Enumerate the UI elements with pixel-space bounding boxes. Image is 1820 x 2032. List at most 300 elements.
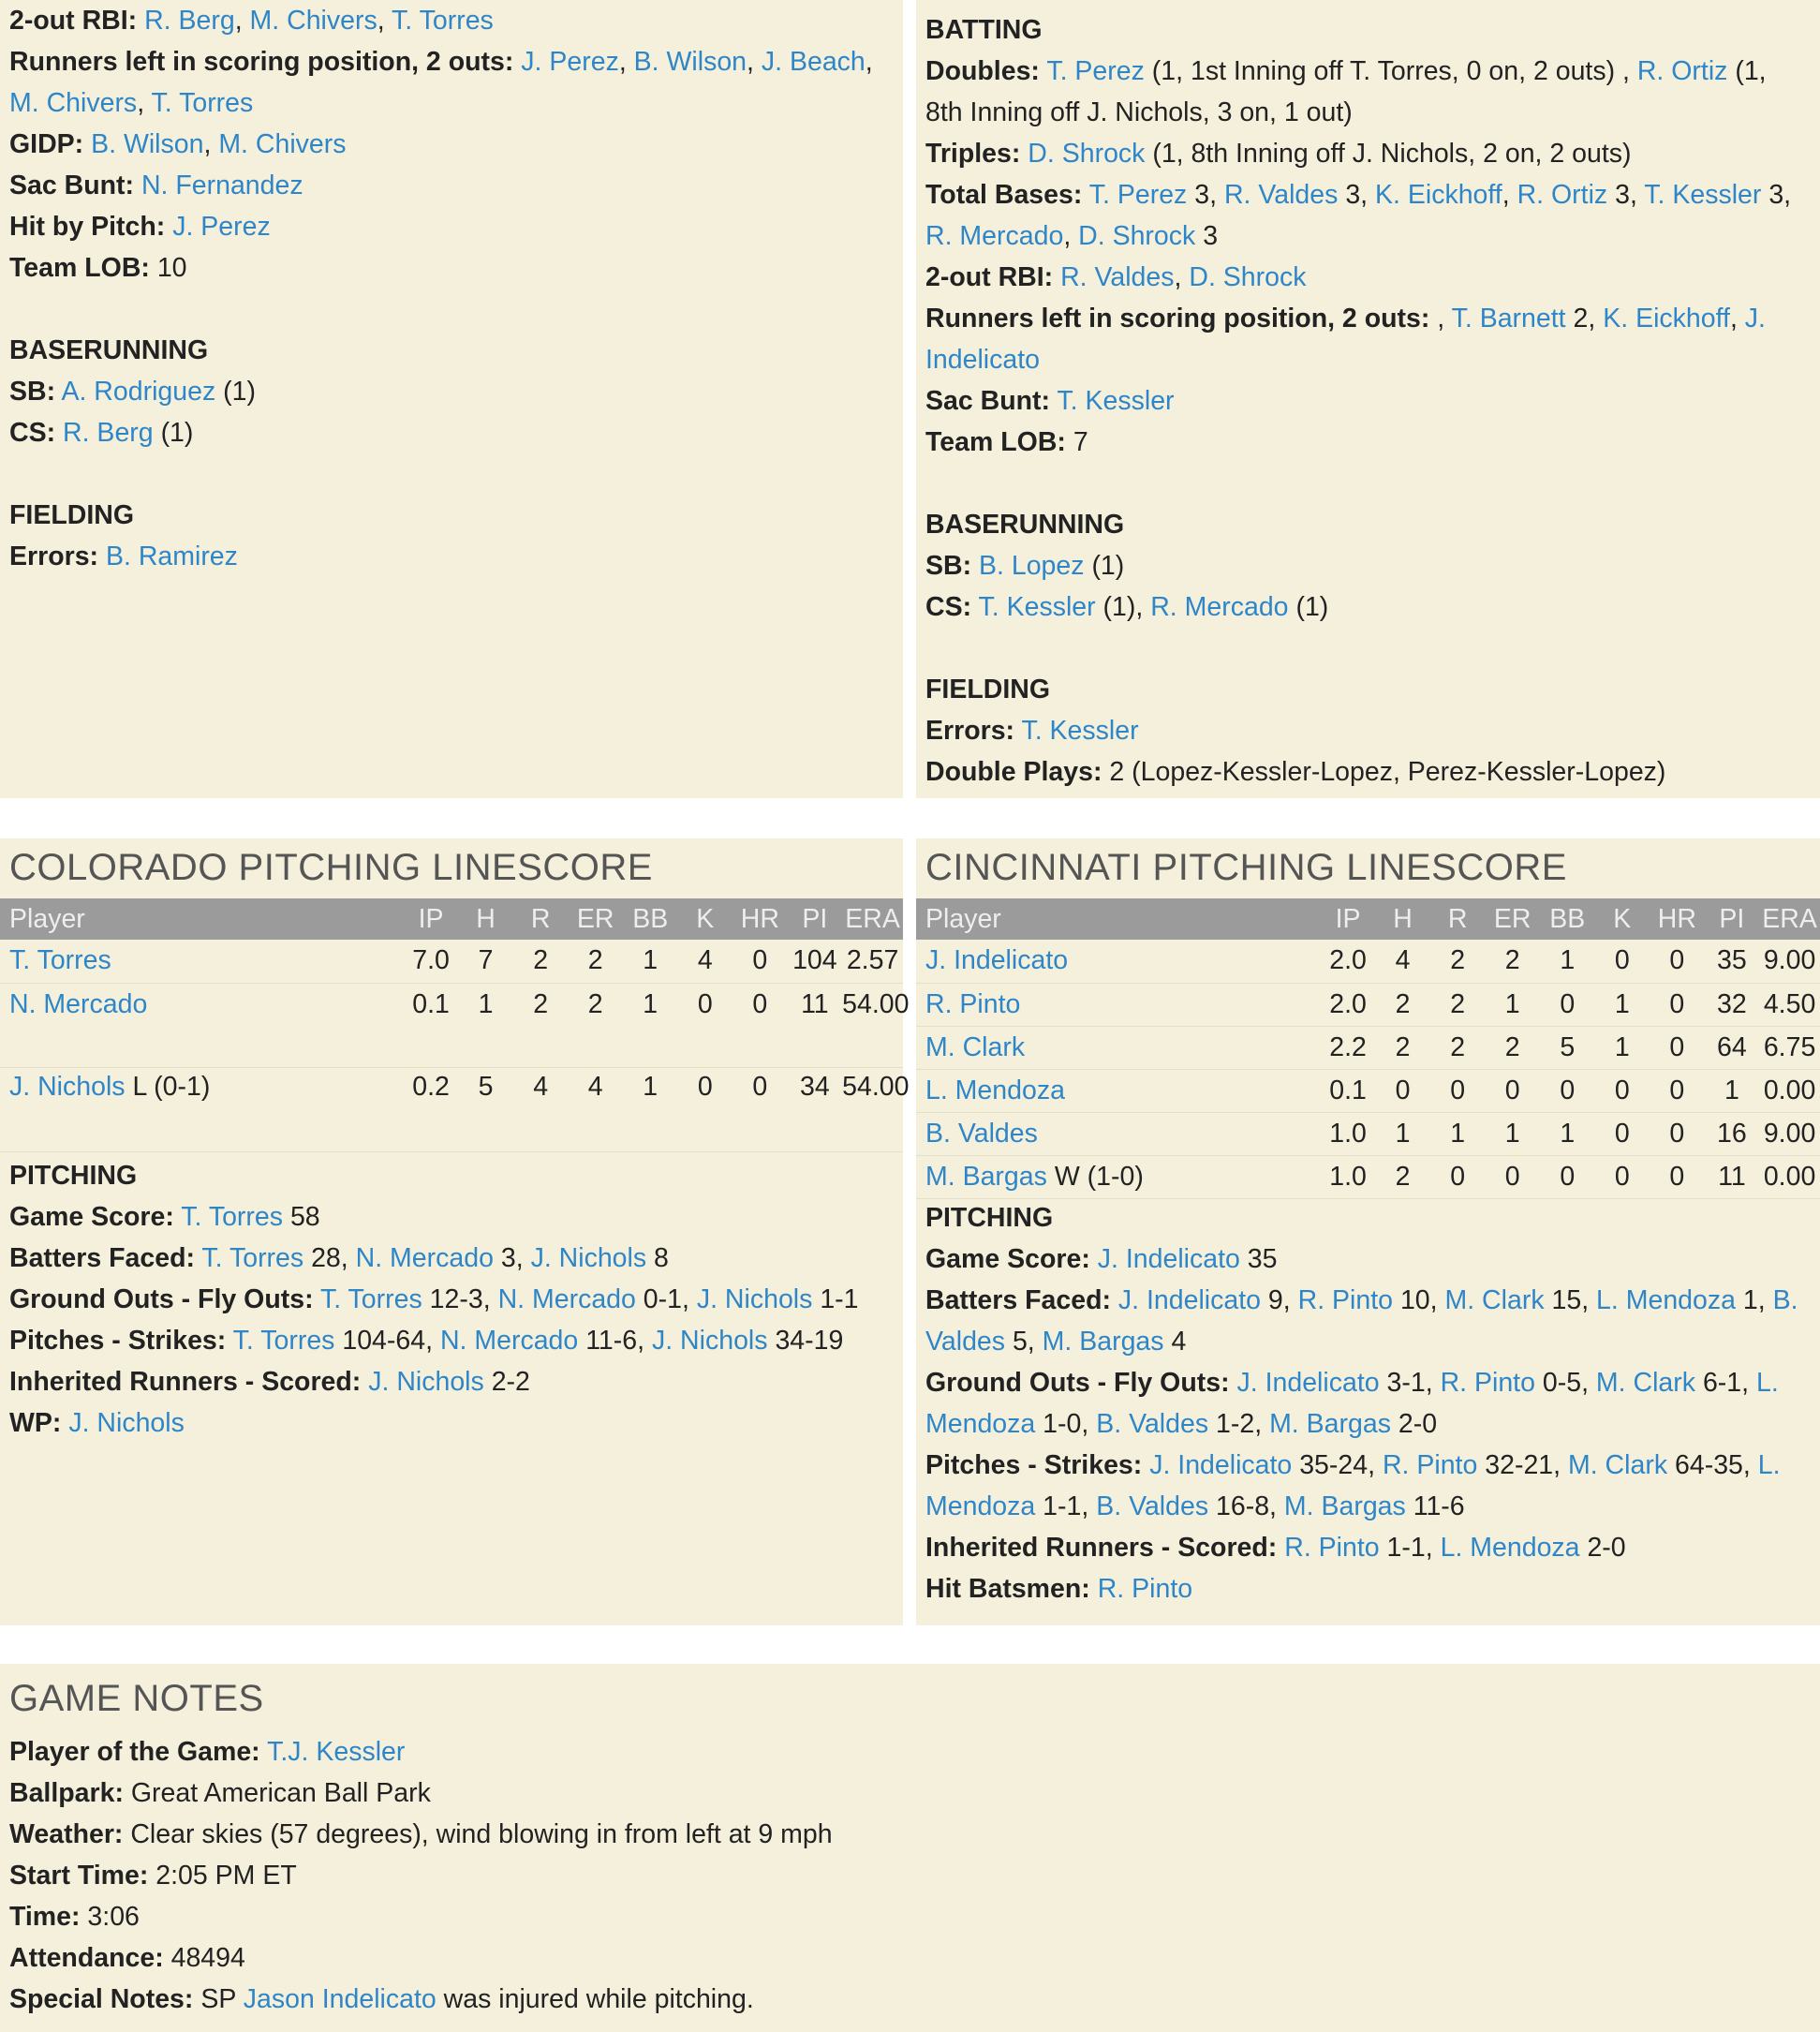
player-link[interactable]: J. Perez xyxy=(172,212,271,242)
stat-cell: 1 xyxy=(623,1067,678,1151)
game-notes-list xyxy=(9,1731,1813,2020)
player-link[interactable]: A. Rodriguez xyxy=(61,377,216,407)
player-link[interactable]: J. Nichols xyxy=(368,1367,484,1397)
stat-value: 32-21, xyxy=(1485,1450,1561,1480)
player-link[interactable]: T. Kessler xyxy=(1057,386,1175,416)
stat-cell: 0 xyxy=(1650,1112,1705,1155)
stat-cell: 2 xyxy=(513,940,569,983)
stat-cell: 11 xyxy=(788,983,843,1067)
player-link[interactable]: R. Pinto xyxy=(1097,1574,1193,1604)
stat-cell: 0 xyxy=(1650,1069,1705,1112)
section-header: FIELDING xyxy=(9,500,134,530)
stat-label: GIDP: xyxy=(9,129,84,159)
player-link[interactable]: J. Indelicato xyxy=(1236,1368,1380,1398)
stat-cell: 6.75 xyxy=(1759,1026,1820,1069)
stat-value: 2:05 PM ET xyxy=(155,1861,297,1891)
player-link[interactable]: T.J. Kessler xyxy=(267,1737,406,1767)
player-link[interactable]: M. Clark xyxy=(1567,1450,1668,1480)
player-link[interactable]: N. Fernandez xyxy=(141,171,303,200)
stat-label: Inherited Runners - Scored: xyxy=(9,1367,362,1397)
stat-label: Hit by Pitch: xyxy=(9,212,166,242)
stat-cell: 11 xyxy=(1705,1155,1760,1198)
stat-cell: 2 xyxy=(1485,1026,1540,1069)
player-link[interactable]: D. Shrock xyxy=(1189,262,1307,292)
stat-cell: 7 xyxy=(458,940,513,983)
column-header: Player xyxy=(916,898,1321,940)
stat-cell: 0.00 xyxy=(1759,1155,1820,1198)
table-row xyxy=(916,1155,1820,1198)
stat-cell: 1 xyxy=(1430,1112,1486,1155)
player-link[interactable]: N. Mercado xyxy=(9,988,148,1019)
player-link[interactable]: B. Valdes xyxy=(925,1118,1038,1149)
stat-label: Attendance: xyxy=(9,1943,164,1973)
player-link[interactable]: T. Torres xyxy=(151,88,254,118)
stat-label: WP: xyxy=(9,1408,62,1438)
player-link[interactable]: Valdes xyxy=(925,1327,1006,1357)
stat-cell: 0.2 xyxy=(404,1067,459,1151)
player-link[interactable]: T. Kessler xyxy=(1021,716,1139,746)
column-header: H xyxy=(458,898,513,940)
player-link[interactable]: J. xyxy=(1744,304,1766,334)
stat-cell: 7.0 xyxy=(404,940,459,983)
stat-cell: 0 xyxy=(1540,1155,1595,1198)
stat-detail: 8th Inning off J. Nichols, 3 on, 1 out) xyxy=(925,97,1353,127)
stat-label: CS: xyxy=(925,592,972,622)
stat-value: 2 xyxy=(1573,304,1589,334)
player-link[interactable]: Indelicato xyxy=(925,345,1041,375)
player-link[interactable]: T. Kessler xyxy=(978,592,1096,622)
stat-value: 3 xyxy=(500,1243,516,1273)
stat-value: SP xyxy=(200,1984,236,2014)
column-header: ERA xyxy=(842,898,903,940)
player-link[interactable]: B. Wilson xyxy=(633,47,747,77)
stat-value: (1), xyxy=(1102,592,1144,622)
table-row xyxy=(916,1112,1820,1155)
stat-cell: 0 xyxy=(1650,983,1705,1026)
stat-value: (1) xyxy=(1091,551,1125,581)
player-link[interactable]: M. Bargas xyxy=(925,1161,1047,1192)
player-link[interactable]: R. Pinto xyxy=(925,988,1021,1019)
stat-value: 9, xyxy=(1267,1285,1291,1315)
stat-label: SB: xyxy=(925,551,972,581)
player-link[interactable]: R. Ortiz xyxy=(1636,56,1728,86)
stat-cell: 0 xyxy=(1430,1069,1486,1112)
cincinnati-batting-stats: BATTING Doubles: T. Perez (1, 1st Inning off T. Torres, 0 on, 2 outs) , R. Ortiz (1, 8th Inning off J. Nichols, 3 on, 1 out) Triples: D. Shrock (1, 8th Inning off J. Nichols, 2 on, 2 outs) Total Bases: T. Perez 3, R. Valdes 3, K. Eickhoff, R. Ortiz 3, T. Kessler 3, R. Mercado, D. Shrock 3 2-out RBI: R. Valdes, D. Shrock Runners left in scoring position, 2 outs: , T. Barnett 2, K. Eickhoff, J. Indelicato Sac Bunt: T. Kessler Team LOB: 7 BASERUNNING SB: B. Lopez (1) CS: T. Kessler (1), R. Mercado (1) FIELDING Errors: T. Kessler Double Plays: 2 (Lopez-Kessler-Lopez, Perez-Kessler-Lopez) xyxy=(925,9,1813,793)
cincinnati-batting-panel xyxy=(916,0,1820,798)
stat-cell: 2 xyxy=(1485,940,1540,983)
section-header: BASERUNNING xyxy=(9,335,209,365)
stat-cell: 2 xyxy=(1430,940,1486,983)
player-link[interactable]: R. Mercado xyxy=(1150,592,1289,622)
stat-label: Total Bases: xyxy=(925,180,1083,210)
colorado-pitching-panel xyxy=(0,838,910,1625)
stat-value: 48494 xyxy=(170,1943,245,1973)
player-link[interactable]: R. Valdes xyxy=(1223,180,1339,210)
column-header: IP xyxy=(404,898,459,940)
stat-cell: 0 xyxy=(732,940,788,983)
column-header: ER xyxy=(568,898,623,940)
player-link[interactable]: B. Lopez xyxy=(979,551,1085,581)
stat-value: 0-1 xyxy=(643,1284,682,1314)
table-row xyxy=(916,1026,1820,1069)
player-link[interactable]: N. Mercado xyxy=(355,1243,494,1273)
stat-label: Double Plays: xyxy=(925,757,1102,787)
stat-cell: 2 xyxy=(568,983,623,1067)
game-notes-panel xyxy=(0,1664,1820,2032)
stat-value: 34-19 xyxy=(775,1326,844,1356)
stat-cell: 4 xyxy=(513,1067,569,1151)
stat-label: Ballpark: xyxy=(9,1778,124,1808)
stat-cell: 1 xyxy=(1540,940,1595,983)
stat-cell: 1 xyxy=(458,983,513,1067)
stat-detail: (1, 1st Inning off T. Torres, 0 on, 2 outs) , xyxy=(1151,56,1630,86)
player-link[interactable]: N. Mercado xyxy=(439,1326,579,1356)
stat-cell: 54.00 xyxy=(842,983,903,1067)
stat-value: 7 xyxy=(1073,427,1088,457)
stat-cell: 1.0 xyxy=(1321,1112,1376,1155)
stat-cell: 34 xyxy=(788,1067,843,1151)
stat-value: 3-1, xyxy=(1386,1368,1433,1398)
stat-cell: 0 xyxy=(1375,1069,1430,1112)
column-header: R xyxy=(1430,898,1486,940)
stat-cell: 54.00 xyxy=(842,1067,903,1151)
player-link[interactable]: R. Ortiz xyxy=(1517,180,1608,210)
stat-value: 11-6 xyxy=(1413,1491,1465,1521)
stat-label: Errors: xyxy=(9,541,99,571)
stat-label: Ground Outs - Fly Outs: xyxy=(925,1368,1230,1398)
player-link[interactable]: J. Beach xyxy=(761,47,866,77)
table-row xyxy=(916,1069,1820,1112)
stat-label: Team LOB: xyxy=(9,253,150,283)
stat-value: 15, xyxy=(1551,1285,1590,1315)
stat-detail: (1, xyxy=(1735,56,1767,86)
panel-title: COLORADO PITCHING LINESCORE xyxy=(9,847,653,888)
player-link[interactable]: D. Shrock xyxy=(1078,221,1196,251)
player-link[interactable]: N. Mercado xyxy=(497,1284,636,1314)
stat-cell: 2 xyxy=(1375,983,1430,1026)
player-link[interactable]: M. Clark xyxy=(1595,1368,1696,1398)
player-link[interactable]: J. Indelicato xyxy=(1149,1450,1293,1480)
column-header: BB xyxy=(1540,898,1595,940)
stat-cell: 0 xyxy=(1485,1155,1540,1198)
player-link[interactable]: T. Torres xyxy=(201,1243,304,1273)
player-link[interactable]: M. Clark xyxy=(925,1031,1026,1062)
player-link[interactable]: J. Perez xyxy=(521,47,619,77)
stat-cell: 64 xyxy=(1705,1026,1760,1069)
stat-label: Errors: xyxy=(925,716,1015,746)
stat-value: 1-1, xyxy=(1386,1533,1433,1563)
player-link[interactable]: K. Eickhoff xyxy=(1375,180,1502,210)
stat-label: Inherited Runners - Scored: xyxy=(925,1533,1278,1563)
column-header: HR xyxy=(732,898,788,940)
stat-cell: 0 xyxy=(1650,1155,1705,1198)
column-header: Player xyxy=(0,898,404,940)
stat-cell: 0 xyxy=(678,1067,733,1151)
player-link[interactable]: R. Pinto xyxy=(1440,1368,1535,1398)
stat-cell: 0 xyxy=(1595,1155,1650,1198)
column-header: R xyxy=(513,898,569,940)
player-link[interactable]: M. Bargas xyxy=(1269,1409,1391,1439)
stat-label: Player of the Game: xyxy=(9,1737,260,1767)
player-link[interactable]: J. Nichols xyxy=(530,1243,647,1273)
stat-cell: 2 xyxy=(513,983,569,1067)
stat-value: 3 xyxy=(1194,180,1210,210)
player-link[interactable]: T. Perez xyxy=(1046,56,1145,86)
stat-cell: 0.00 xyxy=(1759,1069,1820,1112)
stat-value: 1-1, xyxy=(1043,1491,1089,1521)
player-link[interactable]: T. Barnett xyxy=(1451,304,1566,334)
stat-cell: 1.0 xyxy=(1321,1155,1376,1198)
table-row xyxy=(0,983,903,1067)
player-link[interactable]: J. Nichols xyxy=(696,1284,813,1314)
player-link[interactable]: J. Nichols xyxy=(9,1071,126,1102)
stat-label: Team LOB: xyxy=(925,427,1066,457)
stat-cell: 0 xyxy=(1540,1069,1595,1112)
player-link[interactable]: T. Torres xyxy=(9,945,111,976)
stat-value: 2 (Lopez-Kessler-Lopez, Perez-Kessler-Lopez) xyxy=(1109,757,1666,787)
stat-value: was injured while pitching. xyxy=(443,1984,754,2014)
stat-label: Sac Bunt: xyxy=(925,386,1051,416)
stat-value: 1-2, xyxy=(1216,1409,1263,1439)
section-header: BASERUNNING xyxy=(925,510,1125,540)
stat-cell: 4 xyxy=(678,940,733,983)
stat-label: Pitches - Strikes: xyxy=(925,1450,1143,1480)
stat-cell: 0 xyxy=(1485,1069,1540,1112)
player-link[interactable]: M. Bargas xyxy=(1042,1327,1164,1357)
column-header: K xyxy=(1595,898,1650,940)
stat-value: 35-24, xyxy=(1299,1450,1376,1480)
stat-value: 0-5, xyxy=(1542,1368,1589,1398)
column-header: ER xyxy=(1485,898,1540,940)
player-link[interactable]: R. Berg xyxy=(63,418,154,448)
player-link[interactable]: M. Bargas xyxy=(1283,1491,1406,1521)
stat-label: Pitches - Strikes: xyxy=(9,1326,227,1356)
stat-value: (1) xyxy=(1295,592,1329,622)
stat-cell: 0 xyxy=(1595,1112,1650,1155)
stat-value: (1) xyxy=(160,418,194,448)
stat-cell: 1 xyxy=(1485,983,1540,1026)
stat-value: 16-8, xyxy=(1216,1491,1277,1521)
stat-cell: 2 xyxy=(1375,1026,1430,1069)
stat-cell: 5 xyxy=(458,1067,513,1151)
player-link[interactable]: L. xyxy=(1755,1368,1779,1398)
colorado-pitching-table xyxy=(0,898,910,1152)
player-link[interactable]: R. Pinto xyxy=(1382,1450,1478,1480)
colorado-batting-panel xyxy=(0,0,903,798)
player-link[interactable]: Mendoza xyxy=(925,1409,1036,1439)
stat-cell: 0 xyxy=(1650,940,1705,983)
stat-cell: 0 xyxy=(1595,940,1650,983)
column-header: H xyxy=(1375,898,1430,940)
player-link[interactable]: B. Valdes xyxy=(1096,1491,1209,1521)
stat-value: 3 xyxy=(1615,180,1630,210)
stat-value: 58 xyxy=(289,1202,320,1232)
stat-label: Doubles: xyxy=(925,56,1040,86)
player-link[interactable]: B. Wilson xyxy=(91,129,204,159)
stat-label: 2-out RBI: xyxy=(9,6,138,36)
stat-cell: 16 xyxy=(1705,1112,1760,1155)
stat-cell: 0 xyxy=(1595,1069,1650,1112)
column-header: PI xyxy=(788,898,843,940)
player-link[interactable]: T. Perez xyxy=(1088,180,1188,210)
stat-cell: 0 xyxy=(1650,1026,1705,1069)
player-link[interactable]: K. Eickhoff xyxy=(1603,304,1730,334)
stat-value: Clear skies (57 degrees), wind blowing in from left at 9 mph xyxy=(130,1819,833,1849)
player-link[interactable]: M. Clark xyxy=(1444,1285,1545,1315)
stat-cell: 35 xyxy=(1705,940,1760,983)
player-link[interactable]: R. Berg xyxy=(144,6,235,36)
stat-cell: 9.00 xyxy=(1759,1112,1820,1155)
stat-cell: 4 xyxy=(1375,940,1430,983)
stat-detail: , xyxy=(1437,304,1445,334)
decision-note: L (0-1) xyxy=(132,1071,211,1102)
player-link[interactable]: T. Torres xyxy=(232,1326,335,1356)
player-link[interactable]: T. Torres xyxy=(181,1202,284,1232)
stat-label: Ground Outs - Fly Outs: xyxy=(9,1284,314,1314)
stat-cell: 2 xyxy=(1430,1026,1486,1069)
stat-cell: 2.0 xyxy=(1321,940,1376,983)
cincinnati-pitching-panel xyxy=(916,838,1820,1625)
stat-label: Batters Faced: xyxy=(9,1243,195,1273)
player-link[interactable]: M. Chivers xyxy=(249,6,377,36)
stat-label: Sac Bunt: xyxy=(9,171,135,200)
section-header: PITCHING xyxy=(925,1203,1054,1233)
stat-value: 2-2 xyxy=(491,1367,530,1397)
player-link[interactable]: T. Torres xyxy=(319,1284,422,1314)
player-link[interactable]: L. xyxy=(1757,1450,1781,1480)
column-header: PI xyxy=(1705,898,1760,940)
player-link[interactable]: J. Indelicato xyxy=(1097,1244,1240,1274)
player-link[interactable]: Mendoza xyxy=(925,1491,1036,1521)
stat-label: 2-out RBI: xyxy=(925,262,1054,292)
stat-cell: 2 xyxy=(1375,1155,1430,1198)
player-link[interactable]: L. Mendoza xyxy=(925,1075,1065,1105)
stat-cell: 1 xyxy=(1705,1069,1760,1112)
stat-cell: 2.2 xyxy=(1321,1026,1376,1069)
table-row xyxy=(916,983,1820,1026)
stat-label: CS: xyxy=(9,418,56,448)
stat-value: Great American Ball Park xyxy=(130,1778,431,1808)
decision-note: W (1-0) xyxy=(1054,1161,1144,1192)
stat-label: Weather: xyxy=(9,1819,124,1849)
stat-cell: 1 xyxy=(623,940,678,983)
player-link[interactable]: R. Pinto xyxy=(1297,1285,1394,1315)
player-link[interactable]: J. Nichols xyxy=(68,1408,185,1438)
player-link[interactable]: B. Ramirez xyxy=(105,541,238,571)
stat-value: 12-3 xyxy=(429,1284,483,1314)
stat-value: 1, xyxy=(1742,1285,1766,1315)
stat-label: Hit Batsmen: xyxy=(925,1574,1090,1604)
stat-value: 64-35, xyxy=(1675,1450,1751,1480)
stat-value: 28 xyxy=(311,1243,341,1273)
stat-cell: 1 xyxy=(1540,1112,1595,1155)
stat-label: Batters Faced: xyxy=(925,1285,1111,1315)
player-link[interactable]: R. Valdes xyxy=(1060,262,1175,292)
stat-value: 2-0 xyxy=(1398,1409,1438,1439)
stat-label: Runners left in scoring position, 2 outs: xyxy=(9,47,514,77)
stat-value: 1-0, xyxy=(1043,1409,1089,1439)
player-link[interactable]: J. Indelicato xyxy=(1117,1285,1261,1315)
table-header-row xyxy=(916,898,1820,940)
stat-cell: 104 xyxy=(788,940,843,983)
stat-label: Runners left in scoring position, 2 outs: xyxy=(925,304,1430,334)
table-row xyxy=(916,940,1820,983)
player-link[interactable]: D. Shrock xyxy=(1028,139,1146,169)
stat-cell: 1 xyxy=(1595,1026,1650,1069)
player-link[interactable]: J. Indelicato xyxy=(925,945,1069,976)
stat-cell: 9.00 xyxy=(1759,940,1820,983)
player-link[interactable]: J. Nichols xyxy=(651,1326,768,1356)
player-link[interactable]: R. Pinto xyxy=(1284,1533,1380,1563)
player-link[interactable]: M. Chivers xyxy=(9,88,138,118)
stat-value: 5, xyxy=(1012,1327,1035,1357)
player-link[interactable]: L. Mendoza xyxy=(1596,1285,1736,1315)
stat-cell: 0 xyxy=(1430,1155,1486,1198)
stat-cell: 2 xyxy=(1430,983,1486,1026)
player-link[interactable]: B. Valdes xyxy=(1096,1409,1209,1439)
player-link[interactable]: T. Torres xyxy=(392,6,494,36)
column-header: ERA xyxy=(1759,898,1820,940)
colorado-batting-stats: 2-out RBI: R. Berg, M. Chivers, T. Torres Runners left in scoring position, 2 outs: J. Perez, B. Wilson, J. Beach, M. Chivers, T. Torres GIDP: B. Wilson, M. Chivers Sac Bunt: N. Fernandez Hit by Pitch: J. Perez Team LOB: 10 BASERUNNING SB: A. Rodriguez (1) CS: R. Berg (1) FIELDING Errors: B. Ramirez xyxy=(9,0,895,577)
stat-value: 3 xyxy=(1345,180,1361,210)
stat-value: 3:06 xyxy=(87,1902,140,1932)
stat-cell: 1 xyxy=(1375,1112,1430,1155)
stat-value: 8 xyxy=(654,1243,669,1273)
stat-label: SB: xyxy=(9,377,56,407)
stat-cell: 32 xyxy=(1705,983,1760,1026)
player-link[interactable]: R. Mercado xyxy=(925,221,1064,251)
column-header: BB xyxy=(623,898,678,940)
stat-cell: 1 xyxy=(1485,1112,1540,1155)
stat-value: 6-1, xyxy=(1702,1368,1750,1398)
stat-cell: 2.0 xyxy=(1321,983,1376,1026)
stat-value: 10 xyxy=(156,253,187,283)
player-link[interactable]: B. xyxy=(1772,1285,1798,1315)
section-header: PITCHING xyxy=(9,1161,138,1191)
cincinnati-pitching-stats xyxy=(925,1197,1813,1609)
stat-value: 2-0 xyxy=(1587,1533,1626,1563)
section-header: FIELDING xyxy=(925,675,1050,705)
stat-detail: (1, 8th Inning off J. Nichols, 2 on, 2 outs) xyxy=(1152,139,1632,169)
stat-value: 11-6 xyxy=(585,1326,638,1356)
stat-label: Start Time: xyxy=(9,1861,149,1891)
player-link[interactable]: T. Kessler xyxy=(1644,180,1762,210)
colorado-pitching-stats: PITCHING Game Score: T. Torres 58 Batters Faced: T. Torres 28, N. Mercado 3, J. Nichols 8 Ground Outs - Fly Outs: T. Torres 12-3, N. Mercado 0-1, J. Nichols 1-1 Pitches - Strikes: T. Torres 104-64, N. Mercado 11-6, J. Nichols 34-19 Inherited Runners - Scored: J. Nichols 2-2 WP: J. Nichols xyxy=(9,1155,895,1444)
stat-value: (1) xyxy=(223,377,256,407)
section-header: BATTING xyxy=(925,15,1043,45)
stat-value: 4 xyxy=(1171,1327,1187,1357)
panel-title: GAME NOTES xyxy=(9,1678,264,1719)
stat-cell: 0 xyxy=(678,983,733,1067)
player-link[interactable]: M. Chivers xyxy=(218,129,347,159)
panel-title: CINCINNATI PITCHING LINESCORE xyxy=(925,847,1567,888)
column-header: IP xyxy=(1321,898,1376,940)
player-link[interactable]: Jason Indelicato xyxy=(243,1984,437,2014)
stat-value: 104-64 xyxy=(342,1326,426,1356)
stat-cell: 4 xyxy=(568,1067,623,1151)
table-row xyxy=(0,1067,903,1151)
stat-label: Triples: xyxy=(925,139,1021,169)
player-link[interactable]: L. Mendoza xyxy=(1440,1533,1580,1563)
stat-cell: 2.57 xyxy=(842,940,903,983)
stat-cell: 1 xyxy=(1595,983,1650,1026)
stat-value: 35 xyxy=(1247,1244,1278,1274)
stat-cell: 2 xyxy=(568,940,623,983)
stat-label: Special Notes: xyxy=(9,1984,194,2014)
stat-value: 1-1 xyxy=(820,1284,859,1314)
cincinnati-pitching-table xyxy=(916,898,1820,1199)
stat-label: Game Score: xyxy=(925,1244,1090,1274)
